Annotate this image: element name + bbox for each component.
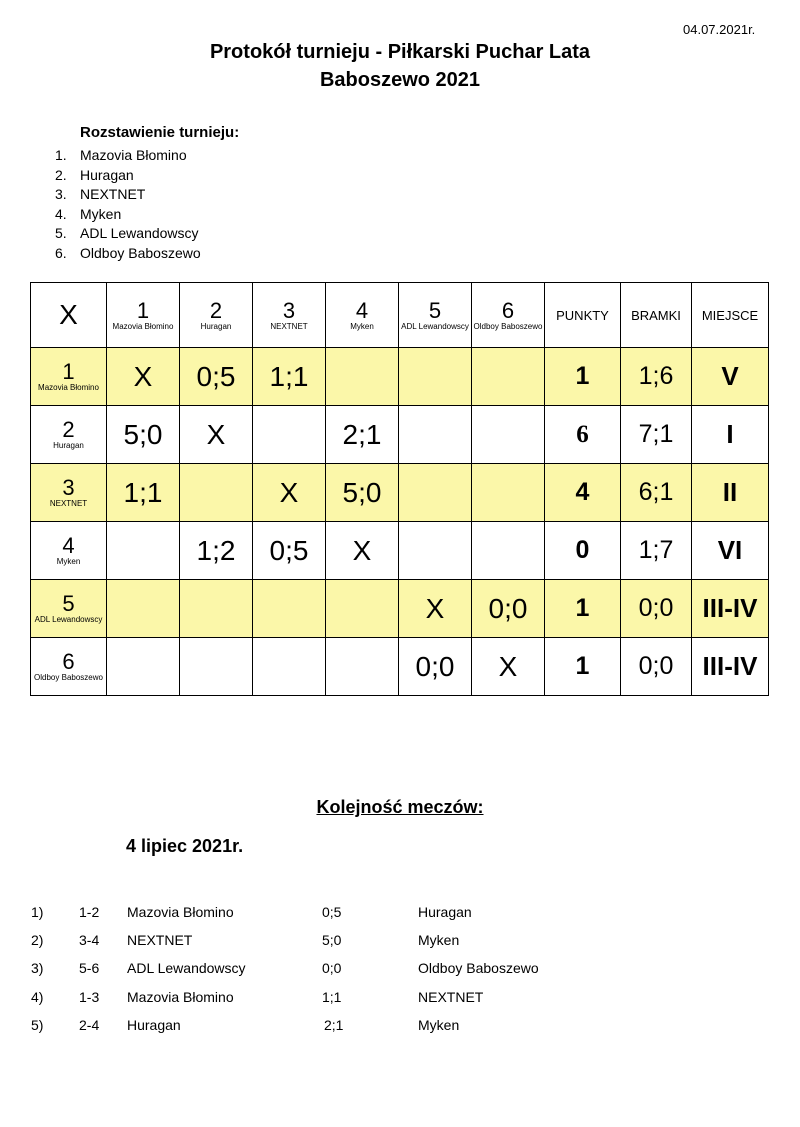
list-item — [55, 146, 201, 166]
goals-cell: 7;1 — [621, 406, 692, 464]
row-number: 4 — [62, 533, 75, 558]
match-pair: 1-3 — [79, 989, 100, 1005]
row-header — [31, 348, 107, 406]
score-cell: 5;0 — [107, 406, 180, 464]
row-header — [31, 522, 107, 580]
list-item-label: Oldboy Baboszewo — [80, 244, 201, 261]
row-number: 2 — [62, 417, 75, 442]
column-number: 1 — [136, 297, 150, 323]
score-cell — [399, 406, 472, 464]
document-title: Protokół turnieju - Piłkarski Puchar Lata — [209, 41, 591, 63]
goals-cell: 0;0 — [621, 580, 692, 638]
score-cell — [326, 348, 399, 406]
place-cell: I — [692, 406, 769, 464]
row-team: Huragan — [53, 441, 84, 450]
column-number: 4 — [355, 297, 369, 323]
score-cell — [399, 522, 472, 580]
points-cell: 4 — [545, 464, 621, 522]
score-cell — [253, 638, 326, 696]
list-item-number: 6. — [55, 244, 67, 261]
match-day: 4 lipiec 2021r. — [126, 836, 244, 856]
row-number: 6 — [62, 649, 75, 674]
score-cell — [399, 464, 472, 522]
goals-cell: 1;6 — [621, 348, 692, 406]
match-number: 1) — [31, 904, 44, 920]
match-score: 0;0 — [322, 960, 342, 976]
goals-cell: 1;7 — [621, 522, 692, 580]
score-cell — [399, 348, 472, 406]
score-cell: 2;1 — [326, 406, 399, 464]
score-cell: 0;5 — [253, 522, 326, 580]
column-team: Huragan — [200, 321, 232, 331]
match-away: Huragan — [418, 904, 472, 920]
score-cell — [107, 522, 180, 580]
results-table — [30, 282, 769, 696]
score-cell: X — [399, 580, 472, 638]
row-header — [31, 638, 107, 696]
list-item-label: Myken — [80, 205, 122, 222]
score-cell — [180, 638, 253, 696]
corner-x: X — [59, 299, 78, 330]
column-header — [180, 283, 253, 348]
match-score: 2;1 — [324, 1017, 344, 1033]
column-number: 3 — [282, 297, 296, 323]
match-home: Mazovia Błomino — [127, 989, 234, 1005]
score-cell: 5;0 — [326, 464, 399, 522]
document-date: 04.07.2021r. — [683, 22, 756, 37]
place-cell: III-IV — [692, 580, 769, 638]
column-header — [326, 283, 399, 348]
list-item — [55, 185, 201, 205]
list-item — [0, 960, 800, 988]
match-pair: 3-4 — [79, 932, 100, 948]
match-order-heading — [0, 797, 800, 818]
list-item — [55, 205, 201, 225]
score-cell: X — [253, 464, 326, 522]
points-cell: 1 — [545, 348, 621, 406]
place-header: MIEJSCE — [692, 283, 769, 348]
score-cell: X — [180, 406, 253, 464]
match-score: 5;0 — [322, 932, 342, 948]
score-cell — [107, 638, 180, 696]
row-header — [31, 406, 107, 464]
match-away: NEXTNET — [418, 989, 484, 1005]
match-away: Myken — [418, 1017, 460, 1033]
score-cell: 1;1 — [107, 464, 180, 522]
column-number: 2 — [209, 297, 223, 323]
list-item — [55, 224, 201, 244]
goals-header: BRAMKI — [621, 283, 692, 348]
column-team: Oldboy Baboszewo — [473, 321, 543, 331]
score-cell: 0;0 — [399, 638, 472, 696]
list-item-number: 4. — [55, 205, 67, 222]
column-team: NEXTNET — [270, 321, 308, 331]
column-header — [253, 283, 326, 348]
points-cell: 1 — [545, 638, 621, 696]
list-item-number: 3. — [55, 186, 67, 202]
row-header — [31, 464, 107, 522]
score-cell: 1;2 — [180, 522, 253, 580]
score-cell: X — [326, 522, 399, 580]
column-header — [472, 283, 545, 348]
score-cell — [472, 406, 545, 464]
score-cell: 0;5 — [180, 348, 253, 406]
match-number: 3) — [31, 960, 44, 976]
row-number: 5 — [62, 591, 75, 616]
list-item-label: ADL Lewandowscy — [80, 225, 199, 241]
match-home: Huragan — [127, 1017, 181, 1033]
match-away: Oldboy Baboszewo — [418, 960, 539, 976]
table-row — [31, 406, 769, 464]
goals-cell: 6;1 — [621, 464, 692, 522]
table-row — [31, 464, 769, 522]
score-cell — [472, 522, 545, 580]
match-score: 1;1 — [322, 989, 342, 1005]
table-row — [31, 638, 769, 696]
score-cell — [472, 464, 545, 522]
list-item — [0, 932, 800, 960]
list-item — [0, 904, 800, 932]
score-cell — [180, 464, 253, 522]
column-team: ADL Lewandowscy — [401, 321, 469, 331]
table-row — [31, 522, 769, 580]
seeding-heading: Rozstawienie turnieju: — [80, 124, 240, 141]
list-item-number: 5. — [55, 225, 67, 241]
row-team: ADL Lewandowscy — [34, 615, 103, 624]
match-home: NEXTNET — [127, 932, 193, 948]
list-item-label: NEXTNET — [80, 186, 146, 202]
column-team: Myken — [350, 321, 374, 331]
row-team: Oldboy Baboszewo — [34, 673, 103, 682]
match-pair: 1-2 — [79, 904, 100, 920]
score-cell: X — [107, 348, 180, 406]
points-cell: 0 — [545, 522, 621, 580]
row-team: NEXTNET — [49, 499, 88, 508]
row-number: 1 — [62, 359, 75, 384]
score-cell — [180, 580, 253, 638]
score-cell — [107, 580, 180, 638]
points-header: PUNKTY — [545, 283, 621, 348]
score-cell — [253, 406, 326, 464]
list-item-label: Huragan — [80, 166, 134, 183]
row-team: Myken — [56, 557, 81, 566]
list-item — [55, 166, 201, 186]
list-item — [0, 1017, 800, 1045]
match-home: ADL Lewandowscy — [127, 960, 246, 976]
score-cell: 0;0 — [472, 580, 545, 638]
list-item — [55, 244, 201, 264]
column-number: 5 — [428, 297, 442, 323]
table-header-row — [31, 283, 769, 348]
list-item-number: 2. — [55, 166, 67, 183]
column-number: 6 — [501, 297, 515, 323]
table-row — [31, 580, 769, 638]
document-subtitle: Baboszewo 2021 — [319, 69, 481, 91]
score-cell — [326, 638, 399, 696]
match-number: 4) — [31, 989, 44, 1005]
score-cell: X — [472, 638, 545, 696]
match-away: Myken — [418, 932, 460, 948]
row-number: 3 — [62, 475, 75, 500]
column-header — [107, 283, 180, 348]
match-home: Mazovia Błomino — [127, 904, 234, 920]
score-cell — [253, 580, 326, 638]
place-cell: II — [692, 464, 769, 522]
match-order-heading-text: Kolejność meczów: — [316, 797, 484, 817]
table-row — [31, 348, 769, 406]
match-number: 5) — [31, 1017, 44, 1033]
points-cell: 1 — [545, 580, 621, 638]
score-cell — [326, 580, 399, 638]
column-team: Mazovia Błomino — [112, 321, 174, 331]
points-cell: 6 — [545, 406, 621, 464]
row-header — [31, 580, 107, 638]
match-score: 0;5 — [322, 904, 342, 920]
corner-cell — [31, 283, 107, 348]
match-number: 2) — [31, 932, 44, 948]
place-cell: V — [692, 348, 769, 406]
score-cell — [472, 348, 545, 406]
list-item-label: Mazovia Błomino — [80, 147, 187, 163]
list-item — [0, 989, 800, 1017]
match-pair: 5-6 — [79, 960, 100, 976]
match-pair: 2-4 — [79, 1017, 100, 1033]
row-team: Mazovia Błomino — [38, 383, 99, 392]
place-cell: VI — [692, 522, 769, 580]
place-cell: III-IV — [692, 638, 769, 696]
goals-cell: 0;0 — [621, 638, 692, 696]
seeding-list — [55, 146, 201, 263]
column-header — [399, 283, 472, 348]
score-cell: 1;1 — [253, 348, 326, 406]
list-item-number: 1. — [55, 147, 67, 163]
